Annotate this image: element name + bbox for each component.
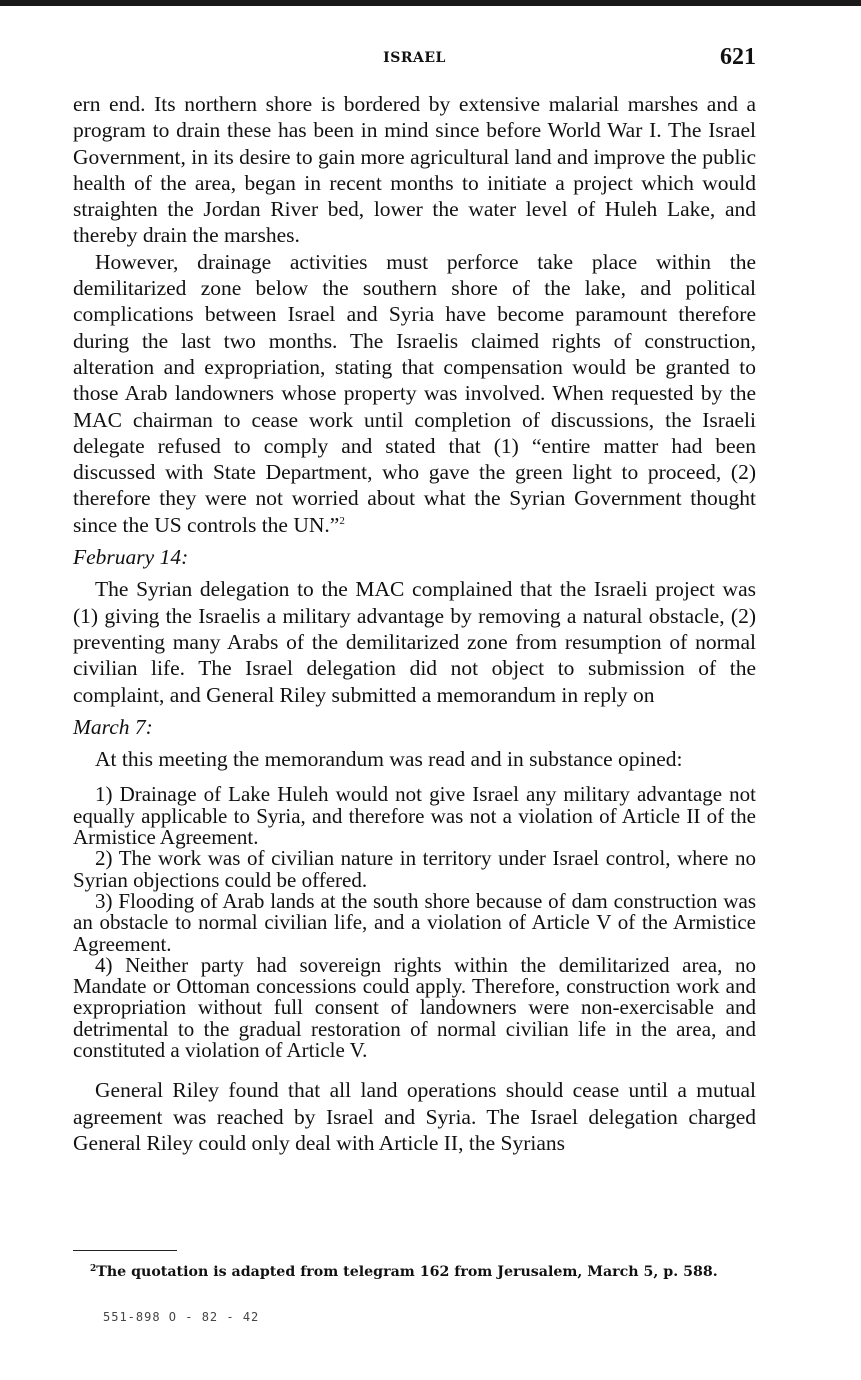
memo-point: 1) Drainage of Lake Huleh would not give Israel any military advantage not equally applicable to Syria, and therefore was not a violation of Article II of the Armistice Agreement. (73, 782, 756, 850)
page-number: 621 (720, 44, 756, 70)
footnote-reference: 2 (339, 514, 345, 527)
memo-point: 2) The work was of civilian nature in territory under Israel control, where no Syrian objections could be offered. (73, 846, 756, 892)
paragraph-riley-finding: General Riley found that all land operations should cease until a mutual agreement was reached by Israel and Syria. The Israel delegation charged General Riley could only deal with Article II, the Syrians (73, 1078, 756, 1155)
memo-point: 3) Flooding of Arab lands at the south shore because of dam construction was an obstacle to normal civilian life, and a violation of Article V of the Armistice Agreement. (73, 888, 756, 956)
date-heading-feb-14: February 14: (73, 545, 189, 570)
paragraph-continuation: ern end. Its northern shore is bordered by extensive malarial marshes and a program to drain these has been in mind since before World War I. The Israel Government, in its desire to gain more agricultural land and improve the public health of the area, began in recent months to initiate a project which would straighten the Jordan River bed, lower the water level of Huleh Lake, and thereby drain the marshes. (73, 92, 756, 248)
footnote-divider (73, 1250, 177, 1251)
memorandum-points (73, 784, 756, 1061)
running-head: ISRAEL (383, 50, 446, 66)
top-border (0, 0, 861, 6)
footnote (90, 1263, 770, 1281)
main-text (73, 91, 756, 1156)
footnote-text: The quotation is adapted from telegram 162 from Jerusalem, March 5, p. 588. (96, 1264, 718, 1280)
footnote-marker: 2 (90, 1264, 97, 1274)
page-header (73, 44, 756, 76)
paragraph-memorandum-intro: At this meeting the memorandum was read and in substance opined: (95, 747, 683, 772)
paragraph-drainage-text: However, drainage activities must perforce take place within the demilitarized zone below the southern shore of the lake, and political complications between Israel and Syria have become paramount therefore during the last two months. The Israelis claimed rights of construction, alteration and expropriation, stating that compensation would be granted to those Arab landowners whose property was involved. When requested by the MAC chairman to cease work until completion of discussions, the Israeli delegate refused to comply and stated that (1) “entire matter had been discussed with State Department, who gave the green light to proceed, (2) therefore they were not worried about what the Syrian Government thought since the US controls the UN.” (73, 249, 756, 537)
memo-point: 4) Neither party had sovereign rights within the demilitarized area, no Mandate or Ottoman concessions could apply. Therefore, construction work and expropriation without full consent of landowners were non-exercisable and detrimental to the gradual restoration of normal civilian life in the area, and constituted a violation of Article V. (73, 952, 756, 1062)
paragraph-drainage (73, 249, 756, 538)
paragraph-syrian-complaint: The Syrian delegation to the MAC complained that the Israeli project was (1) giving the Israelis a military advantage by removing a natural obstacle, (2) preventing many Arabs of the demilitarized zone from resumption of normal civilian life. The Israel delegation did not object to submission of the complaint, and General Riley submitted a memorandum in reply on (73, 577, 756, 707)
date-heading-mar-7: March 7: (73, 714, 153, 739)
printer-code: 551-898 O - 82 - 42 (103, 1310, 260, 1324)
